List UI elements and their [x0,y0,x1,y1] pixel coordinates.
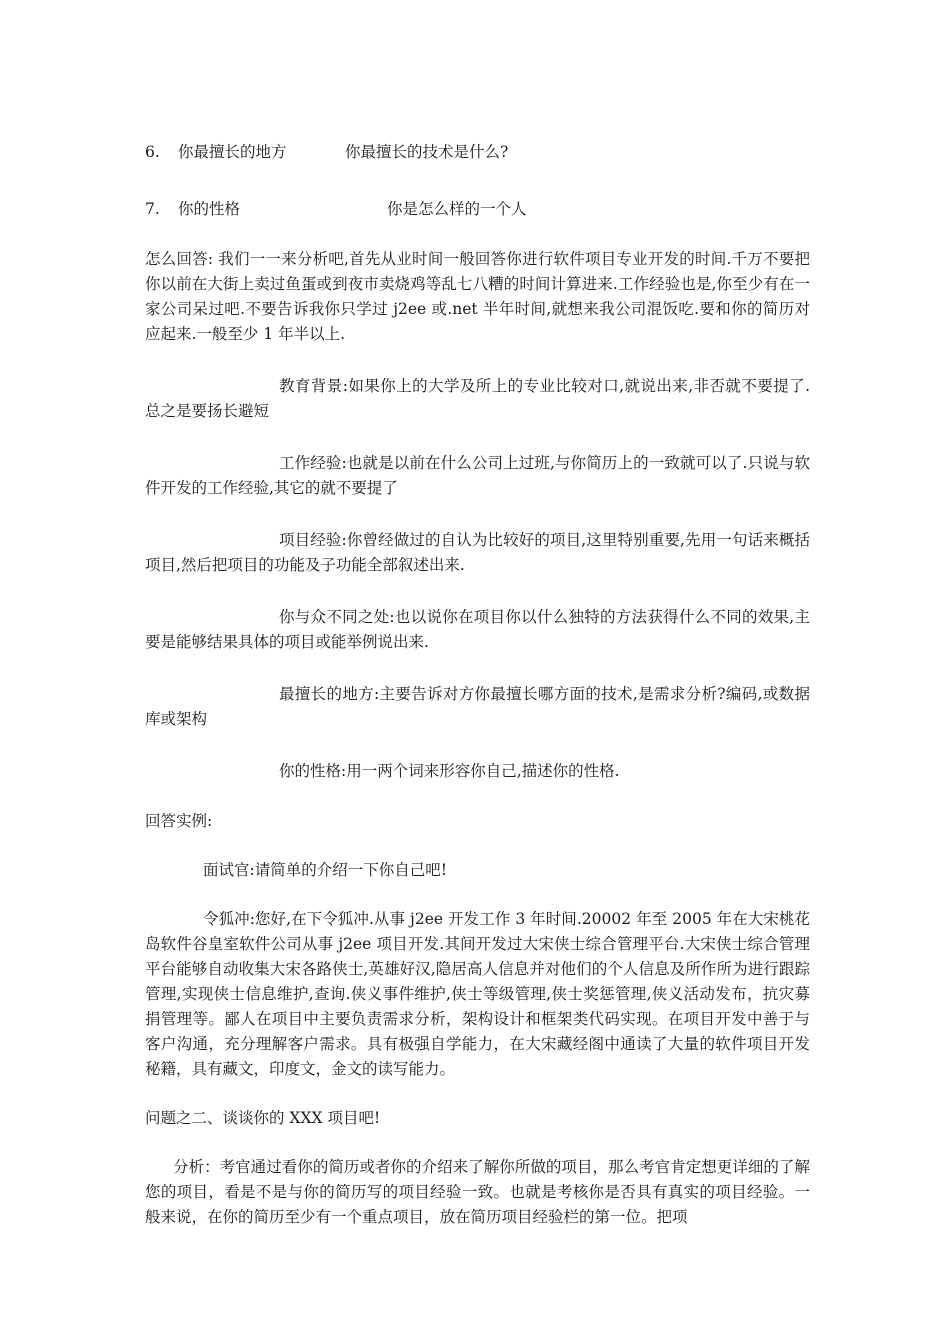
interviewer-line: 面试官:请简单的介绍一下你自己吧! [203,861,447,879]
guide-personality-paragraph: 你的性格:用一两个词来形容你自己,描述你的性格. [279,762,620,780]
item-question: 你最擅长的技术是什么? [345,143,509,161]
candidate-answer-paragraph: 令狐冲:您好,在下令狐冲.从事 j2ee 开发工作 3 年时间.20002 年至 2005 年在大宋桃花岛软件谷皇室软件公司从事 j2ee 项目开发.其间开发过大宋侠士综合管理平台.大宋侠士综合管理平台能够自动收集大宋各路侠士,英雄好汉,隐居高人信息并对他们的个人信息及所作所为进行跟踪管理,实现侠士信息维护,查询.侠义事件维护,侠士等级管理,侠士奖惩管理,侠义活动发布，抗灾募捐管理等。鄙人在项目中主要负责需求分析，架构设计和框架类代码实现。在项目开发中善于与客户沟通，充分理解客户需求。具有极强自学能力，在大宋藏经阁中通读了大量的软件项目开发秘籍，具有藏文，印度文，金文的读写能力。 [145,910,810,1078]
item-question: 你是怎么样的一个人 [387,200,527,218]
guide-project-experience-paragraph: 项目经验:你曾经做过的自认为比较好的项目,这里特别重要,先用一句话来概括项目,然后把项目的功能及子功能全部叙述出来. [145,531,810,574]
guide-work-experience-paragraph: 工作经验:也就是以前在什么公司上过班,与你简历上的一致就可以了.只说与软件开发的工作经验,其它的就不要提了 [145,454,810,497]
item-number: 6. [145,143,160,161]
guide-education-paragraph: 教育背景:如果你上的大学及所上的专业比较对口,就说出来,非否就不要提了.总之是要扬长避短 [145,377,810,420]
guide-strength-paragraph: 最擅长的地方:主要告诉对方你最擅长哪方面的技术,是需求分析?编码,或数据库或架构 [145,685,810,728]
analysis-paragraph: 分析：考官通过看你的简历或者你的介绍来了解你所做的项目，那么考官肯定想更详细的了解您的项目，看是不是与你的简历写的项目经验一致。也就是考核你是否具有真实的项目经验。一般来说，在你的简历至少有一个重点项目，放在简历项目经验栏的第一位。把项 [145,1158,810,1226]
question-item-7 [145,194,810,224]
example-heading: 回答实例: [145,812,213,830]
question-item-6 [145,137,810,167]
document-page [145,137,810,1230]
answer-intro-paragraph: 怎么回答: 我们一一来分析吧,首先从业时间一般回答你进行软件项目专业开发的时间.千万不要把你以前在大街上卖过鱼蛋或到夜市卖烧鸡等乱七八糟的时间计算进来.工作经验也是,你至少有在一家公司呆过吧.不要告诉我你只学过 j2ee 或.net 半年时间,就想来我公司混饭吃.要和你的简历对应起来.一般至少 1 年半以上. [145,250,810,343]
question2-heading: 问题之二、谈谈你的 XXX 项目吧! [145,1109,381,1127]
guide-difference-paragraph: 你与众不同之处:也以说你在项目你以什么独特的方法获得什么不同的效果,主要是能够结果具体的项目或能举例说出来. [145,608,810,651]
item-number: 7. [145,200,160,218]
item-label: 你的性格 [178,200,241,218]
item-label: 你最擅长的地方 [178,143,287,161]
